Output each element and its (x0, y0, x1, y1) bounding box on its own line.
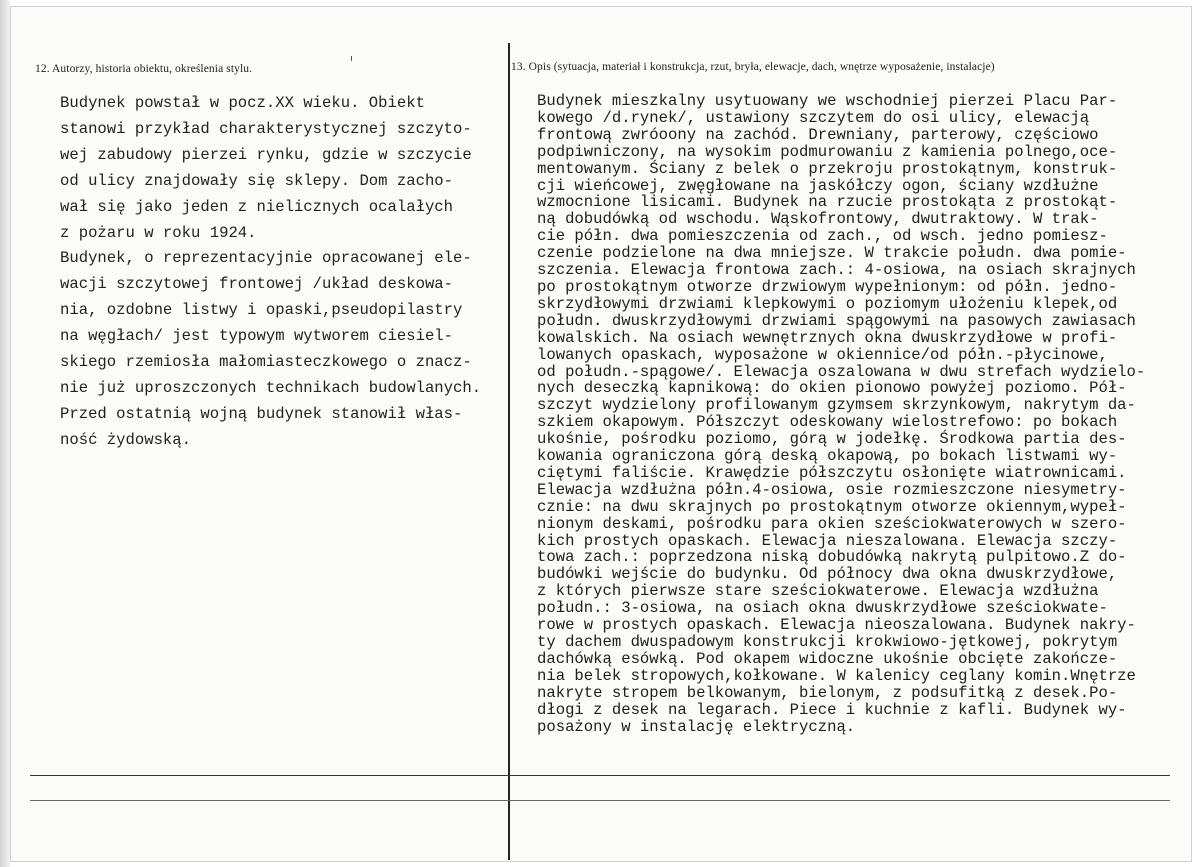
text-line: na węgłach/ jest typowym wytworem ciesiel- (60, 327, 454, 346)
text-line: posażony w instalację elektryczną. (537, 717, 856, 736)
text-line: nych deseczką kapnikową: do okien pionowo powyżej poziomo. Pół- (537, 379, 1127, 398)
text-line: ną dobudówką od wschodu. Wąskofrontowy, dwutraktowy. W trak- (537, 210, 1099, 229)
text-line: skrzydłowymi drzwiami klepkowymi o poziomym ułożeniu klepek,od (537, 294, 1118, 313)
text-line: wej zabudowy pierzei rynku, gdzie w szczycie (60, 145, 472, 164)
text-line: dłogi z desek na legarach. Piece i kuchnie z kafli. Budynek wy- (537, 700, 1127, 719)
text-line: rowe w prostych opaskach. Elewacja nieoszalowana. Budynek nakry- (537, 616, 1136, 635)
text-line: Budynek powstał w pocz.XX wieku. Obiekt (60, 94, 425, 112)
text-line: cji wieńcowej, zwęgłowane na jaskółczy ogon, ściany wzdłużne (537, 176, 1099, 195)
text-line: kich prostych opaskach. Elewacja nieszalowana. Elewacja szczy- (537, 531, 1118, 550)
text-line: budówki wejście do budynku. Od północy dwa okna dwuskrzydłowe, (537, 565, 1118, 584)
scan-mark (351, 56, 352, 61)
text-line: połudn. dwuskrzydłowymi drzwiami spągowymi na pasowych zawiasach (537, 311, 1136, 330)
text-line: szkiem okapowym. Półszczyt odeskowany wielostrefowo: po bokach (537, 413, 1118, 432)
text-line: ność żydowską. (60, 430, 192, 449)
text-line: skiego rzemiosła małomiasteczkowego o znacz- (60, 353, 472, 372)
section-13-label: 13. Opis (sytuacja, materiał i konstrukcja, rzut, bryła, elewacje, dach, wnętrze wyposażenie, instalacje) (511, 61, 995, 73)
text-line: szczenia. Elewacja frontowa zach.: 4-osiowa, na osiach skrajnych (537, 261, 1136, 280)
text-line: mentowanym. Ściany z belek o przekroju prostokątnym, konstruk- (537, 159, 1118, 178)
text-line: towa zach.: poprzedzona niską dobudówką nakrytą pulpitowo.Z do- (537, 548, 1127, 567)
text-line: wacji szczytowej frontowej /układ deskowa- (60, 275, 454, 294)
column-divider (508, 43, 510, 860)
text-line: nakryte stropem belkowanym, bielonym, z podsufitką z desek.Po- (537, 683, 1118, 702)
text-line: Budynek, o reprezentacyjnie opracowanej ele- (60, 249, 472, 268)
scan-edge (0, 0, 10, 867)
text-line: kowalskich. Na osiach wewnętrznych okna dwuskrzydłowe w profi- (537, 328, 1118, 347)
text-line: ciętymi faliście. Krawędzie półszczytu osłonięte wiatrownicami. (537, 463, 1127, 482)
text-line: Elewacja wzdłużna półn.4-osiowa, osie rozmieszczone niesymetry- (537, 480, 1127, 499)
section-12-label: 12. Autorzy, historia obiektu, określenia stylu. (35, 63, 253, 75)
text-line: ty dachem dwuspadowym konstrukcji krokwiowo-jętkowej, pokrytym (537, 633, 1118, 651)
text-line: po prostokątnym otworze drzwiowym wypełnionym: od półn. jedno- (537, 277, 1118, 296)
section-12-text (60, 91, 508, 454)
text-line: od połudn.-spągowe/. Elewacja oszalowana w dwu strefach wydzielo- (537, 362, 1146, 381)
text-line: frontową zwróoony na zachód. Drewniany, parterowy, częściowo (537, 125, 1099, 144)
text-line: Budynek mieszkalny usytuowany we wschodniej pierzei Placu Par- (537, 92, 1118, 110)
text-line: dachówką esówką. Pod okapem widoczne ukośnie obcięte zakończe- (537, 649, 1118, 668)
text-line: nionym deskami, pośrodku para okien sześciokwaterowych w szero- (537, 514, 1127, 533)
text-line: kowania ograniczona górą deską okapową, po bokach listwami wy- (537, 447, 1118, 466)
bottom-rule (30, 775, 1170, 776)
text-line: z których pierwsze stare sześciokwaterowe. Elewacja wzdłużna (537, 582, 1099, 601)
section-13-text (537, 93, 1197, 735)
text-line: od ulicy znajdowały się sklepy. Dom zacho- (60, 171, 454, 190)
text-line: podpiwniczony, na wysokim podmurowaniu z kamienia polnego,oce- (537, 142, 1118, 161)
text-line: cznie: na dwu skrajnych po prostokątnym otworze okiennym,wypeł- (537, 497, 1127, 516)
text-line: Przed ostatnią wojną budynek stanowił włas- (60, 404, 463, 423)
text-line: lowanych opaskach, wyposażone w okiennice/od półn.-płycinowe, (537, 345, 1108, 364)
text-line: stanowi przykład charakterystycznej szczyto- (60, 119, 472, 138)
text-line: wał się jako jeden z nielicznych ocalałych (60, 197, 454, 216)
text-line: wzmocnione lisicami. Budynek na rzucie prostokąta z prostokąt- (537, 193, 1118, 212)
text-line: szczyt wydzielony profilowanym gzymsem skrzynkowym, nakrytym da- (537, 396, 1136, 415)
bottom-rule (30, 800, 1170, 801)
text-line: nia, ozdobne listwy i opaski,pseudopilastry (60, 301, 463, 320)
text-line: cie półn. dwa pomieszczenia od zach., od wsch. jedno pomiesz- (537, 227, 1108, 246)
text-line: czenie podzielone na dwa mniejsze. W trakcie połudn. dwa pomie- (537, 244, 1127, 263)
text-line: nia belek stropowych,kołkowane. W kalenicy ceglany komin.Wnętrze (537, 666, 1136, 685)
text-line: nie już uproszczonych technikach budowlanych. (60, 378, 482, 397)
text-line: z pożaru w roku 1924. (60, 223, 257, 242)
text-line: ukośnie, pośrodku poziomo, górą w jodełkę. Środkowa partia des- (537, 430, 1127, 449)
text-line: połudn.: 3-osiowa, na osiach okna dwuskrzydłowe sześciokwate- (537, 599, 1108, 618)
text-line: kowego /d.rynek/, ustawiony szczytem do osi ulicy, elewacją (537, 108, 1090, 127)
